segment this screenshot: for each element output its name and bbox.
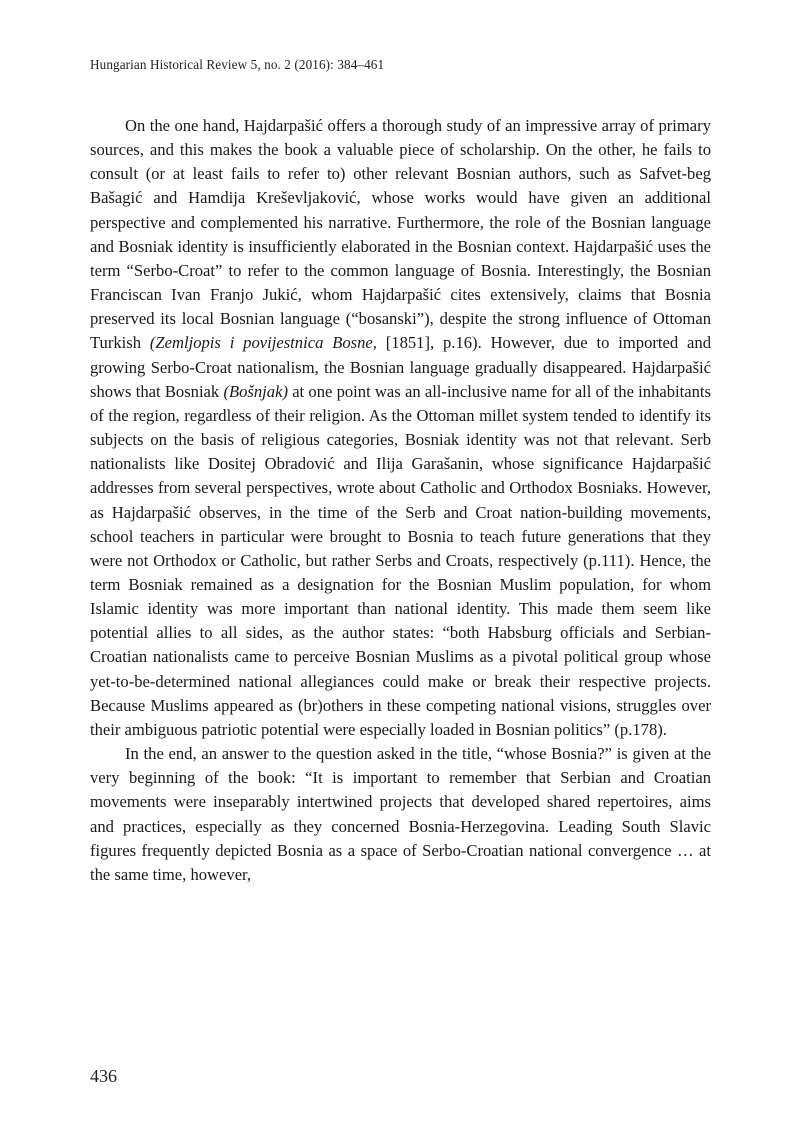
italic-citation: (Zemljopis i povijestnica Bosne, xyxy=(149,333,377,353)
italic-term: (Bošnjak) xyxy=(223,381,288,401)
paragraph-1 xyxy=(90,114,711,742)
text-segment: at one point was an all-inclusive name for all of the inhabitants of the region, regardless of their religion. As the Ottoman millet system tended to identify its subjects on the basis of religious categories, Bosniak identity was not that relevant. Serb nationalists like Dositej Obradović and Ilija Garašanin, whose significance Hajdarpašić addresses from several perspectives, wrote about Catholic and Orthodox Bosniaks. However, as Hajdarpašić observes, in the time of the Serb and Croat nation-building movements, school teachers in particular were brought to Bosnia to teach future generations that they were not Orthodox or Catholic, but rather Serbs and Croats, respectively (p.111). Hence, the term Bosniak remained as a designation for the Bosnian Muslim population, for whom Islamic identity was more important than national identity. This made them seem like potential allies to all sides, as the author states: “both Habsburg officials and Serbian-Croatian nationalists came to perceive Bosnian Muslims as a pivotal political group whose yet-to-be-determined national allegiances could make or break their respective projects. Because Muslims appeared as (br)others in these competing national visions, struggles over their ambiguous patriotic potential were especially loaded in Bosnian politics” (p.178). xyxy=(90,381,711,739)
text-segment: In the end, an answer to the question asked in the title, “whose Bosnia?” is given at the very beginning of the book: “It is important to remember that Serbian and Croatian movements were inseparably intertwined projects that developed shared repertoires, aims and practices, especially as they concerned Bosnia-Herzegovina. Leading South Slavic figures frequently depicted Bosnia as a space of Serbo-Croatian national convergence … at the same time, however, xyxy=(90,744,711,884)
page-number: 436 xyxy=(90,1066,117,1086)
text-segment: On the one hand, Hajdarpašić offers a thorough study of an impressive array of primary sources, and this makes the book a valuable piece of scholarship. On the other, he fails to consult (or at least fails to refer to) other relevant Bosnian authors, such as Safvet-beg Bašagić and Hamdija Kreševljaković, whose works would have given an additional perspective and complemented his narrative. Furthermore, the role of the Bosnian language and Bosniak identity is insufficiently elaborated in the Bosnian context. Hajdarpašić uses the term “Serbo-Croat” to refer to the common language of Bosnia. Interestingly, the Bosnian Franciscan Ivan Franjo Jukić, whom Hajdarpašić cites extensively, claims that Bosnia preserved its local Bosnian language (“bosanski”), despite the strong influence of Ottoman Turkish xyxy=(90,116,711,353)
running-head: Hungarian Historical Review 5, no. 2 (2016): 384–461 xyxy=(90,57,385,72)
paragraph-2 xyxy=(90,742,711,887)
text-segment: [1851], p.16). However, due to imported and growing Serbo-Croat nationalism, the Bosnian language gradually disappeared. Hajdarpašić shows that Bosniak xyxy=(90,333,711,401)
article-body xyxy=(90,114,711,887)
